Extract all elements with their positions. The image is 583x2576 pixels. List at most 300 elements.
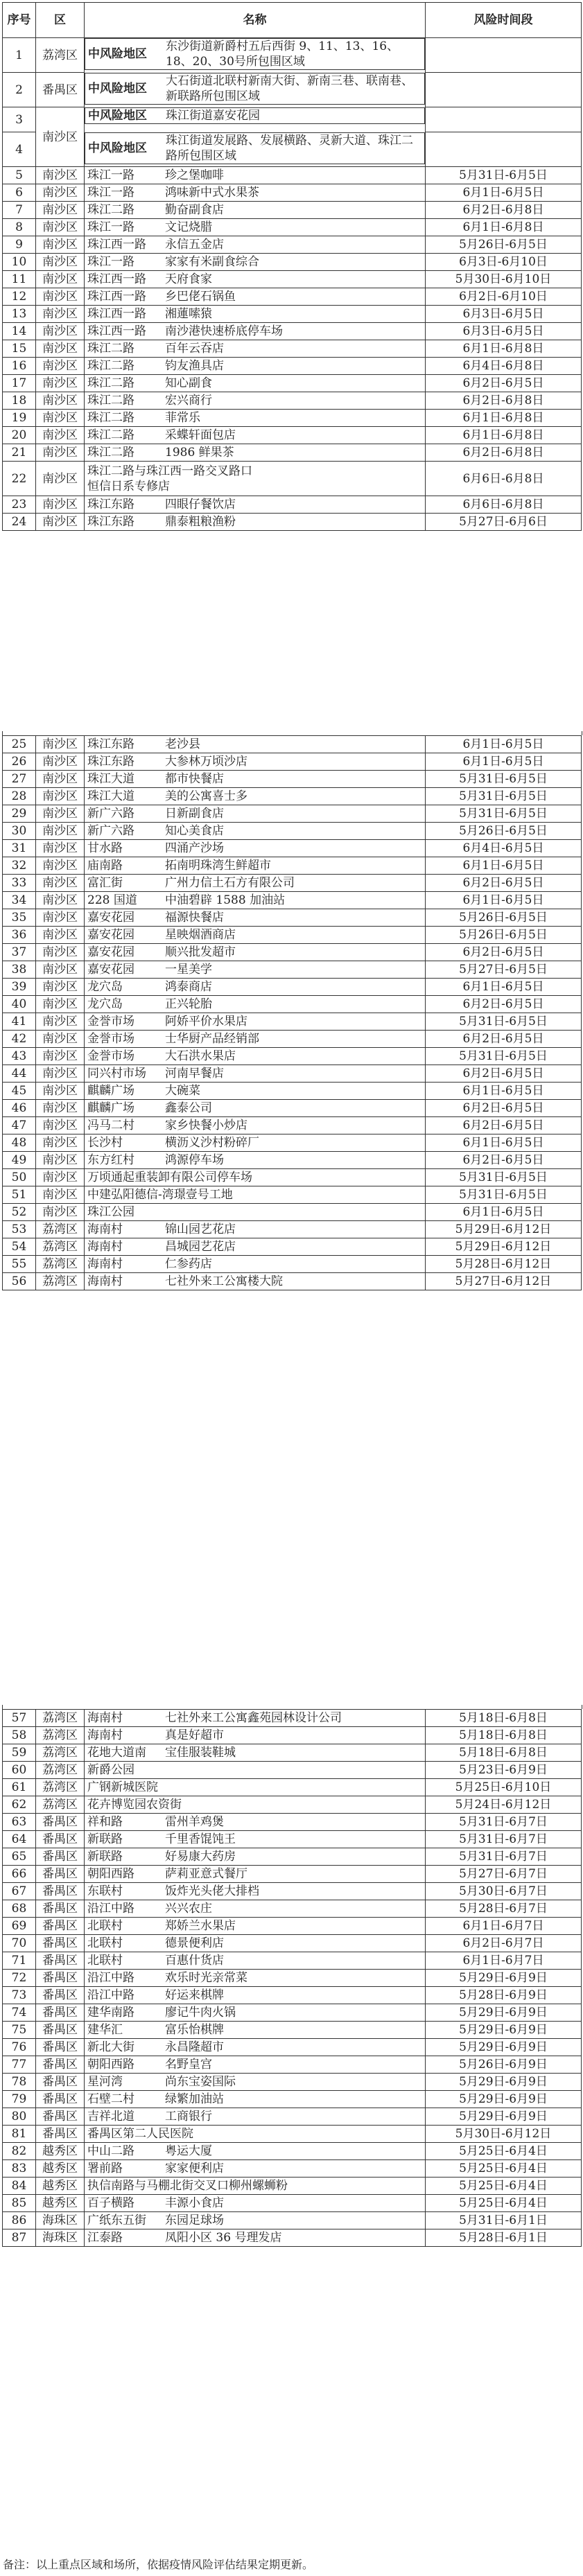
row-district: 南沙区 xyxy=(36,1100,85,1117)
row-place: 新广六路 xyxy=(87,807,134,821)
row-seq: 77 xyxy=(3,2056,36,2074)
row-place-name xyxy=(85,1987,426,2004)
row-period: 6月6日-6月8日 xyxy=(426,496,582,514)
row-name: 七社外来工公寓楼大院 xyxy=(165,1274,283,1288)
row-place: 江泰路 xyxy=(87,2231,123,2245)
row-period: 5月29日-6月12日 xyxy=(426,1238,582,1256)
row-seq: 10 xyxy=(3,254,36,271)
row-place-name xyxy=(85,2229,426,2247)
row-seq: 62 xyxy=(3,1796,36,1814)
row-place-name xyxy=(85,496,426,514)
row-seq: 75 xyxy=(3,2022,36,2039)
row-seq: 45 xyxy=(3,1083,36,1100)
table-row xyxy=(3,2178,582,2195)
row-seq: 58 xyxy=(3,1727,36,1744)
table-row xyxy=(3,2143,582,2160)
row-name: 横沥义沙村粉碎厂 xyxy=(165,1136,259,1150)
row-period: 5月31日-6月7日 xyxy=(426,1814,582,1831)
row-district: 越秀区 xyxy=(36,2160,85,2178)
row-name: 一星美学 xyxy=(165,963,212,976)
row-place-name xyxy=(85,1796,426,1814)
row-period: 5月26日-6月5日 xyxy=(426,909,582,927)
row-place: 北联村 xyxy=(87,1954,123,1968)
row-place: 同兴村市场 xyxy=(87,1067,146,1080)
row-place: 番禺区第二人民医院 xyxy=(87,2127,193,2141)
row-period: 5月27日-6月5日 xyxy=(426,961,582,979)
table-row xyxy=(3,2229,582,2247)
row-place-name xyxy=(85,1238,426,1256)
row-district: 荔湾区 xyxy=(36,1744,85,1762)
row-place: 花卉博览园农资街 xyxy=(87,1798,182,1812)
row-place: 珠江东路 xyxy=(87,498,134,511)
row-seq: 69 xyxy=(3,1918,36,1935)
row-place-name xyxy=(85,1744,426,1762)
row-period: 5月29日-6月9日 xyxy=(426,2039,582,2056)
row-place-name xyxy=(85,2108,426,2126)
row-period xyxy=(426,132,582,167)
row-district: 番禺区 xyxy=(36,2022,85,2039)
row-seq: 61 xyxy=(3,1779,36,1796)
row-district: 南沙区 xyxy=(36,444,85,462)
row-seq: 47 xyxy=(3,1117,36,1134)
row-seq: 70 xyxy=(3,1935,36,1952)
row-seq: 59 xyxy=(3,1744,36,1762)
row-place: 广钢新城医院 xyxy=(87,1780,158,1794)
row-seq: 33 xyxy=(3,875,36,892)
row-place-name xyxy=(85,2160,426,2178)
table-row xyxy=(3,1987,582,2004)
row-place: 金誉市场 xyxy=(87,1049,134,1063)
row-period: 6月1日-6月5日 xyxy=(426,753,582,771)
row-period: 5月31日-6月5日 xyxy=(426,1169,582,1186)
row-district: 南沙区 xyxy=(36,753,85,771)
row-period: 6月3日-6月10日 xyxy=(426,254,582,271)
row-district: 荔湾区 xyxy=(36,1273,85,1290)
row-district: 南沙区 xyxy=(36,1186,85,1204)
row-place-name xyxy=(85,1031,426,1048)
row-place-name xyxy=(85,2091,426,2108)
row-place: 庙南路 xyxy=(87,859,123,873)
row-seq: 17 xyxy=(3,375,36,392)
row-seq: 4 xyxy=(3,132,36,167)
row-place-name xyxy=(85,1048,426,1065)
row-place: 署前路 xyxy=(87,2162,123,2175)
row-place-name xyxy=(85,788,426,805)
row-place-name xyxy=(85,1134,426,1152)
row-period: 5月18日-6月8日 xyxy=(426,1727,582,1744)
row-name: 天府食家 xyxy=(165,272,212,286)
row-seq: 56 xyxy=(3,1273,36,1290)
table-row xyxy=(3,2160,582,2178)
row-district: 南沙区 xyxy=(36,410,85,427)
row-place-name xyxy=(85,462,426,496)
header-district: 区 xyxy=(36,3,85,38)
row-district: 南沙区 xyxy=(36,788,85,805)
row-seq: 9 xyxy=(3,236,36,254)
table-row xyxy=(3,444,582,462)
row-period: 6月2日-6月5日 xyxy=(426,1031,582,1048)
row-place: 沿江中路 xyxy=(87,1902,134,1916)
row-place: 珠江一路 xyxy=(87,186,134,200)
row-district: 南沙区 xyxy=(36,961,85,979)
row-period: 6月2日-6月5日 xyxy=(426,996,582,1013)
row-period xyxy=(426,38,582,73)
row-period xyxy=(426,107,582,132)
row-district: 南沙区 xyxy=(36,1117,85,1134)
row-district: 南沙区 xyxy=(36,375,85,392)
row-name: 雷州羊鸡煲 xyxy=(165,1815,224,1829)
row-name: 家乡快餐小炒店 xyxy=(165,1119,247,1132)
row-place: 珠江二路 xyxy=(87,376,134,390)
table-row xyxy=(3,202,582,219)
row-district: 南沙区 xyxy=(36,944,85,961)
row-place: 珠江二路 xyxy=(87,394,134,408)
row-place: 北联村 xyxy=(87,1919,123,1933)
row-place-name xyxy=(85,340,426,358)
row-place-name xyxy=(85,410,426,427)
row-period: 5月25日-6月4日 xyxy=(426,2178,582,2195)
table-row xyxy=(3,392,582,410)
row-period: 6月3日-6月5日 xyxy=(426,306,582,323)
row-place: 广纸东五街 xyxy=(87,2214,146,2227)
row-period: 5月31日-6月7日 xyxy=(426,1848,582,1866)
row-name: 勤奋副食店 xyxy=(165,203,224,217)
table-row xyxy=(3,805,582,823)
table-row xyxy=(3,2091,582,2108)
table-row xyxy=(3,184,582,202)
header-name: 名称 xyxy=(85,3,426,38)
row-place-name xyxy=(85,1952,426,1970)
table-row xyxy=(3,219,582,236)
row-district: 越秀区 xyxy=(36,2178,85,2195)
row-period: 6月2日-6月8日 xyxy=(426,444,582,462)
table-row xyxy=(3,1169,582,1186)
row-name: 鸿味新中式水果茶 xyxy=(165,186,259,200)
row-place: 沿江中路 xyxy=(87,1988,134,2002)
row-name: 萨莉亚意式餐厅 xyxy=(165,1867,247,1881)
row-period: 6月1日-6月8日 xyxy=(426,340,582,358)
table-row xyxy=(3,254,582,271)
row-name: 珍之堡咖啡 xyxy=(165,168,224,182)
row-name: 好运来棋牌 xyxy=(165,1988,224,2002)
row-place: 珠江东路 xyxy=(87,755,134,769)
row-district: 南沙区 xyxy=(36,892,85,909)
row-name: 德景便利店 xyxy=(165,1936,224,1950)
row-name: 家家便利店 xyxy=(165,2162,224,2175)
table-row xyxy=(3,1900,582,1918)
row-period: 6月2日-6月7日 xyxy=(426,1935,582,1952)
header-seq: 序号 xyxy=(3,3,36,38)
row-period: 5月23日-6月9日 xyxy=(426,1762,582,1779)
row-place-name xyxy=(85,514,426,531)
table-row xyxy=(3,514,582,531)
row-risk-area xyxy=(85,132,425,164)
row-place-name xyxy=(85,961,426,979)
row-place-name xyxy=(85,1256,426,1273)
row-name: 尚东宝姿国际 xyxy=(165,2075,236,2089)
row-district: 荔湾区 xyxy=(36,1779,85,1796)
row-period: 5月25日-6月4日 xyxy=(426,2195,582,2212)
table-row xyxy=(3,496,582,514)
row-name: 老沙县 xyxy=(165,737,200,751)
row-district: 南沙区 xyxy=(36,462,85,496)
row-period: 5月25日-6月10日 xyxy=(426,1779,582,1796)
row-period: 5月26日-6月5日 xyxy=(426,236,582,254)
row-place-name xyxy=(85,2195,426,2212)
table-row xyxy=(3,462,582,496)
row-name: 真是好超市 xyxy=(165,1728,224,1742)
row-place: 海南村 xyxy=(87,1257,123,1271)
row-period: 5月28日-6月1日 xyxy=(426,2229,582,2247)
row-place: 新联路 xyxy=(87,1850,123,1864)
table-row xyxy=(3,271,582,288)
row-seq: 25 xyxy=(3,736,36,753)
row-place: 祥和路 xyxy=(87,1815,123,1829)
row-name: 钧友渔具店 xyxy=(165,359,224,373)
row-place: 执信南路与马棚北街交叉口 xyxy=(87,2179,229,2193)
row-period xyxy=(426,73,582,107)
table-row xyxy=(3,823,582,840)
row-name: 文记烧腊 xyxy=(165,220,212,234)
table-row xyxy=(3,1831,582,1848)
row-district: 番禺区 xyxy=(36,2074,85,2091)
row-name: 福源快餐店 xyxy=(165,911,224,925)
row-district: 南沙区 xyxy=(36,306,85,323)
row-district: 番禺区 xyxy=(36,2126,85,2143)
row-district: 南沙区 xyxy=(36,288,85,306)
row-name: 欢乐时光亲常菜 xyxy=(165,1971,247,1985)
row-place-name xyxy=(85,184,426,202)
row-district: 南沙区 xyxy=(36,202,85,219)
row-seq: 41 xyxy=(3,1013,36,1031)
row-district: 南沙区 xyxy=(36,1013,85,1031)
row-place: 沿江中路 xyxy=(87,1971,134,1985)
row-place: 珠江二路 xyxy=(87,342,134,356)
row-name: 廖记牛肉火锅 xyxy=(165,2006,236,2019)
table-row xyxy=(3,944,582,961)
table-body-part3 xyxy=(3,1710,582,2247)
row-place-name xyxy=(85,323,426,340)
row-district: 荔湾区 xyxy=(36,1762,85,1779)
row-name: 永昌隆超市 xyxy=(165,2040,224,2054)
row-place-name xyxy=(85,1883,426,1900)
row-place: 新广六路 xyxy=(87,824,134,838)
row-period: 6月1日-6月8日 xyxy=(426,219,582,236)
row-seq: 64 xyxy=(3,1831,36,1848)
row-period: 5月31日-6月5日 xyxy=(426,788,582,805)
row-place: 珠江西一路 xyxy=(87,272,146,286)
table-row xyxy=(3,927,582,944)
row-name: 正兴轮胎 xyxy=(165,997,212,1011)
risk-area-text: 东沙街道新爵村五后西街 9、11、13、16、18、20、30号所包围区域 xyxy=(166,40,399,69)
row-seq: 42 xyxy=(3,1031,36,1048)
row-seq: 20 xyxy=(3,427,36,444)
row-place: 珠江东路 xyxy=(87,737,134,751)
row-place-name xyxy=(85,875,426,892)
row-name: 鑫泰公司 xyxy=(165,1101,212,1115)
row-place-name xyxy=(85,1204,426,1221)
row-name: 丰源小食店 xyxy=(165,2196,224,2210)
row-place: 金誉市场 xyxy=(87,1015,134,1028)
row-place-name xyxy=(85,2056,426,2074)
row-district: 南沙区 xyxy=(36,857,85,875)
row-name: 粤运大厦 xyxy=(165,2144,212,2158)
row-period: 6月2日-6月5日 xyxy=(426,375,582,392)
row-place-name xyxy=(85,1900,426,1918)
row-seq: 52 xyxy=(3,1204,36,1221)
row-period: 6月2日-6月10日 xyxy=(426,288,582,306)
row-seq: 83 xyxy=(3,2160,36,2178)
row-place-name xyxy=(85,358,426,375)
row-district: 南沙区 xyxy=(36,1169,85,1186)
row-period: 5月30日-6月12日 xyxy=(426,2126,582,2143)
row-seq: 13 xyxy=(3,306,36,323)
row-period: 5月31日-6月1日 xyxy=(426,2212,582,2229)
row-seq: 27 xyxy=(3,771,36,788)
row-name: 日新副食店 xyxy=(165,807,224,821)
row-period: 5月31日-6月5日 xyxy=(426,1048,582,1065)
row-district: 荔湾区 xyxy=(36,1221,85,1238)
row-seq: 57 xyxy=(3,1710,36,1727)
row-period: 5月27日-6月7日 xyxy=(426,1866,582,1883)
row-name: 知心美食店 xyxy=(165,824,224,838)
table-row xyxy=(3,375,582,392)
row-district: 南沙区 xyxy=(36,823,85,840)
table-row xyxy=(3,73,582,107)
row-period: 6月1日-6月5日 xyxy=(426,979,582,996)
table-row xyxy=(3,909,582,927)
row-place: 麒麟广场 xyxy=(87,1101,134,1115)
row-seq: 48 xyxy=(3,1134,36,1152)
table-row xyxy=(3,1918,582,1935)
row-period: 6月1日-6月5日 xyxy=(426,1204,582,1221)
row-place: 万顷通起重装卸有限公司停车场 xyxy=(87,1171,252,1184)
row-place-name xyxy=(85,753,426,771)
row-place: 珠江东路 xyxy=(87,515,134,529)
row-district: 南沙区 xyxy=(36,1083,85,1100)
row-place-name xyxy=(85,2074,426,2091)
row-place-name xyxy=(85,236,426,254)
table-row xyxy=(3,875,582,892)
row-seq: 35 xyxy=(3,909,36,927)
row-seq: 53 xyxy=(3,1221,36,1238)
table-row xyxy=(3,1048,582,1065)
table-row xyxy=(3,996,582,1013)
row-place: 海南村 xyxy=(87,1274,123,1288)
table-row xyxy=(3,1848,582,1866)
row-seq: 12 xyxy=(3,288,36,306)
row-place-name xyxy=(85,2212,426,2229)
row-district: 南沙区 xyxy=(36,771,85,788)
risk-level-label: 中风险地区 xyxy=(88,141,147,155)
row-name: 永信五金店 xyxy=(165,238,224,252)
row-place-name xyxy=(85,1117,426,1134)
row-name: 名野皇宫 xyxy=(165,2058,212,2071)
risk-table-part3 xyxy=(2,1709,582,2247)
row-seq: 2 xyxy=(3,73,36,107)
row-place-name xyxy=(85,840,426,857)
row-name: 郑娇兰水果店 xyxy=(165,1919,236,1933)
row-name: 1986 鲜果茶 xyxy=(165,446,234,459)
table-row xyxy=(3,1762,582,1779)
row-place: 星河湾 xyxy=(87,2075,123,2089)
row-district: 南沙区 xyxy=(36,996,85,1013)
row-district: 番禺区 xyxy=(36,1918,85,1935)
row-district: 南沙区 xyxy=(36,1065,85,1083)
row-place-name xyxy=(85,927,426,944)
row-place: 海南村 xyxy=(87,1223,123,1236)
row-seq: 16 xyxy=(3,358,36,375)
table-row xyxy=(3,2126,582,2143)
row-name: 拓南明珠湾生鲜超市 xyxy=(165,859,271,873)
row-name: 采蝶轩面包店 xyxy=(165,428,236,442)
row-period: 5月29日-6月12日 xyxy=(426,1221,582,1238)
row-place-name xyxy=(85,1866,426,1883)
row-name: 凤阳小区 36 号理发店 xyxy=(165,2231,282,2245)
row-place-name xyxy=(85,1918,426,1935)
row-place: 中建弘阳德信-湾璟壹号工地 xyxy=(87,1188,233,1202)
row-place-name xyxy=(85,444,426,462)
row-place: 珠江二路 xyxy=(87,446,134,459)
row-district: 南沙区 xyxy=(36,1134,85,1152)
row-place-name xyxy=(85,1710,426,1727)
table-row xyxy=(3,340,582,358)
table-row xyxy=(3,358,582,375)
row-seq: 8 xyxy=(3,219,36,236)
table-row xyxy=(3,961,582,979)
row-place: 珠江西一路 xyxy=(87,324,146,338)
row-name: 南沙港快速桥底停车场 xyxy=(165,324,283,338)
row-seq: 85 xyxy=(3,2195,36,2212)
row-place: 长沙村 xyxy=(87,1136,123,1150)
table-row xyxy=(3,427,582,444)
row-place: 建华汇 xyxy=(87,2023,123,2037)
row-period: 6月2日-6月5日 xyxy=(426,1065,582,1083)
row-district: 南沙区 xyxy=(36,340,85,358)
row-seq: 11 xyxy=(3,271,36,288)
row-period: 5月18日-6月8日 xyxy=(426,1744,582,1762)
row-district: 番禺区 xyxy=(36,73,85,107)
row-place-name xyxy=(85,219,426,236)
row-period: 6月4日-6月5日 xyxy=(426,840,582,857)
row-name: 星映烟酒商店 xyxy=(165,928,236,942)
row-name: 鼎泰粗粮渔粉 xyxy=(165,515,236,529)
row-seq: 60 xyxy=(3,1762,36,1779)
row-period: 6月1日-6月5日 xyxy=(426,1083,582,1100)
row-place-name xyxy=(85,1970,426,1987)
row-name: 饭炸光头佬大排档 xyxy=(165,1884,259,1898)
row-district: 番禺区 xyxy=(36,1866,85,1883)
table-row xyxy=(3,736,582,753)
table-row xyxy=(3,1814,582,1831)
table-row xyxy=(3,167,582,184)
row-period: 5月24日-6月12日 xyxy=(426,1796,582,1814)
row-place: 嘉安花园 xyxy=(87,963,134,976)
row-name: 兴兴农庄 xyxy=(165,1902,212,1916)
row-name: 鸿泰商店 xyxy=(165,980,212,994)
row-seq: 71 xyxy=(3,1952,36,1970)
risk-level-label: 中风险地区 xyxy=(88,47,147,61)
row-seq: 43 xyxy=(3,1048,36,1065)
row-district: 番禺区 xyxy=(36,2004,85,2022)
row-place: 珠江二路 xyxy=(87,359,134,373)
row-seq: 76 xyxy=(3,2039,36,2056)
row-period: 5月29日-6月9日 xyxy=(426,2108,582,2126)
row-place-name xyxy=(85,892,426,909)
row-place-name xyxy=(85,736,426,753)
table-row xyxy=(3,2004,582,2022)
table-row xyxy=(3,288,582,306)
